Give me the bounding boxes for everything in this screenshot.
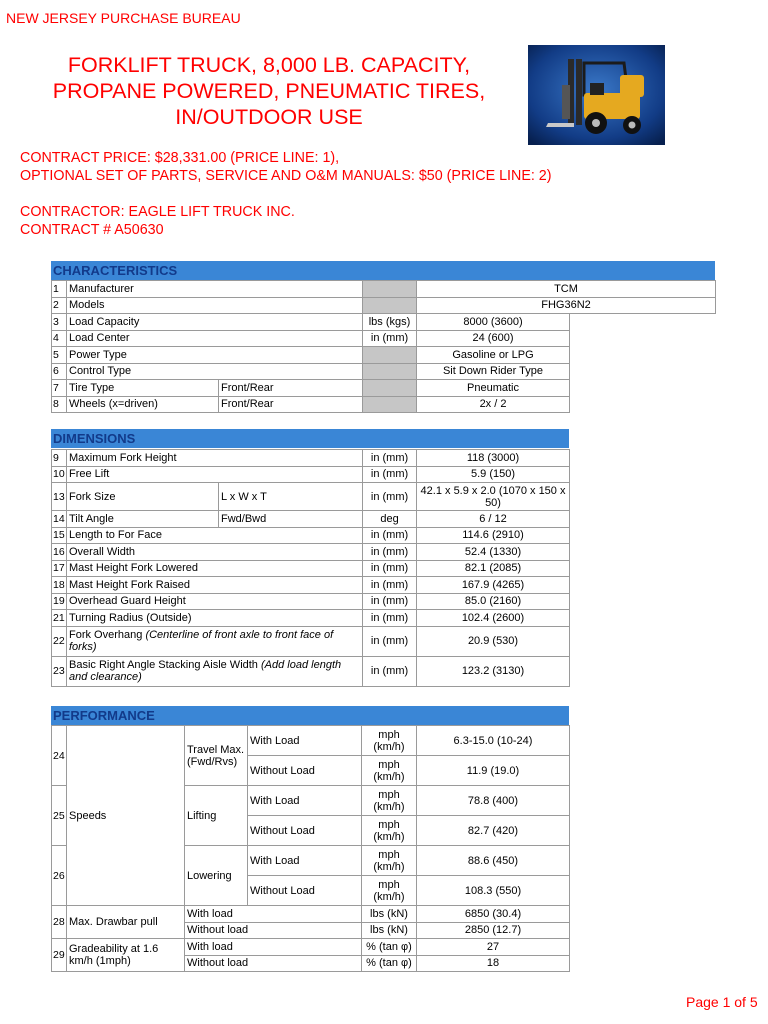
table-row [52,330,570,347]
row-label: Mast Height Fork Lowered [67,560,363,577]
row-value: 82.7 (420) [417,816,570,846]
row-number: 2 [52,297,67,314]
row-unit: in (mm) [363,560,417,577]
row-value: Sit Down Rider Type [417,363,570,380]
contractor-info [20,203,295,239]
without-load-label: Without load [185,955,362,972]
title-line: FORKLIFT TRUCK, 8,000 LB. CAPACITY, [67,53,471,77]
row-value: 123.2 (3130) [417,656,570,686]
contractor-line: CONTRACTOR: EAGLE LIFT TRUCK INC. [20,204,295,220]
row-value: 24 (600) [417,330,570,347]
row-number: 29 [52,939,67,972]
dimensions-table [51,449,570,687]
row-unit: mph (km/h) [362,756,417,786]
row-value: 2850 (12.7) [417,922,570,939]
unit-cell [363,281,417,298]
row-label: Control Type [67,363,363,380]
row-number: 15 [52,527,67,544]
table-row [52,450,570,467]
row-unit: mph (km/h) [362,816,417,846]
row-sublabel: Front/Rear [219,396,363,413]
row-label: Tilt Angle [67,511,219,528]
row-value: 27 [417,939,570,956]
table-row [52,466,570,483]
unit-cell [363,347,417,364]
row-value: 11.9 (19.0) [417,756,570,786]
without-load-label: Without Load [248,816,362,846]
row-value: TCM [417,281,716,298]
table-row [52,610,570,627]
row-label: Gradeability at 1.6 km/h (1mph) [67,939,185,972]
contract-line: OPTIONAL SET OF PARTS, SERVICE AND O&M MANUALS: $50 (PRICE LINE: 2) [20,168,552,184]
row-unit: lbs (kgs) [363,314,417,331]
table-row [52,297,716,314]
row-label: Mast Height Fork Raised [67,577,363,594]
row-number: 25 [52,786,67,846]
with-load-label: With load [185,906,362,923]
row-value: 52.4 (1330) [417,544,570,561]
forklift-photo [528,45,665,145]
unit-cell [363,297,417,314]
title-line: PROPANE POWERED, PNEUMATIC TIRES, [52,79,486,103]
row-value: 6850 (30.4) [417,906,570,923]
contract-price [20,149,552,185]
row-unit: in (mm) [363,656,417,686]
row-number: 9 [52,450,67,467]
row-number: 3 [52,314,67,331]
row-unit: mph (km/h) [362,786,417,816]
row-unit: mph (km/h) [362,726,417,756]
row-label: Load Capacity [67,314,363,331]
row-unit: lbs (kN) [362,906,417,923]
row-number: 28 [52,906,67,939]
table-row [52,593,570,610]
table-row [52,726,570,756]
row-label [67,626,363,656]
row-unit: in (mm) [363,483,417,511]
row-value: 85.0 (2160) [417,593,570,610]
unit-cell [363,363,417,380]
contract-line: CONTRACT PRICE: $28,331.00 (PRICE LINE: 1), [20,150,340,166]
row-unit: in (mm) [363,626,417,656]
row-label: Fork Size [67,483,219,511]
table-row [52,906,570,923]
unit-cell [363,380,417,397]
speeds-label: Speeds [67,726,185,906]
table-row [52,626,570,656]
row-number: 1 [52,281,67,298]
row-number: 21 [52,610,67,627]
row-number: 6 [52,363,67,380]
table-row [52,527,570,544]
performance-table [51,725,570,972]
row-unit: in (mm) [363,593,417,610]
label-text: Fork Overhang [69,629,143,641]
row-unit: % (tan φ) [362,955,417,972]
row-value: 108.3 (550) [417,876,570,906]
table-row [52,281,716,298]
row-value: 78.8 (400) [417,786,570,816]
without-load-label: Without load [185,922,362,939]
section-heading-characteristics: CHARACTERISTICS [51,261,715,280]
row-value: 114.6 (2910) [417,527,570,544]
row-value: 42.1 x 5.9 x 2.0 (1070 x 150 x 50) [417,483,570,511]
table-row [52,939,570,956]
without-load-label: Without Load [248,756,362,786]
table-row [52,544,570,561]
with-load-label: With Load [248,846,362,876]
table-row [52,396,570,413]
row-sublabel: L x W x T [219,483,363,511]
title-line: IN/OUTDOOR USE [175,105,363,129]
row-unit: deg [363,511,417,528]
row-value: 2x / 2 [417,396,570,413]
row-unit: in (mm) [363,610,417,627]
table-row [52,560,570,577]
row-number: 14 [52,511,67,528]
row-label: Power Type [67,347,363,364]
page-number: Page 1 of 5 [686,994,758,1010]
row-unit: lbs (kN) [362,922,417,939]
row-number: 4 [52,330,67,347]
row-value: FHG36N2 [417,297,716,314]
row-unit: in (mm) [363,527,417,544]
row-value: 167.9 (4265) [417,577,570,594]
characteristics-table-cont [51,313,570,413]
row-number: 23 [52,656,67,686]
row-sublabel: Fwd/Bwd [219,511,363,528]
row-label: Models [67,297,363,314]
row-label: Free Lift [67,466,363,483]
row-number: 10 [52,466,67,483]
section-heading-dimensions: DIMENSIONS [51,429,569,448]
document-title [20,52,518,130]
row-number: 13 [52,483,67,511]
row-unit: in (mm) [363,330,417,347]
contractor-line: CONTRACT # A50630 [20,222,164,238]
table-row [52,314,570,331]
row-number: 18 [52,577,67,594]
row-unit: mph (km/h) [362,846,417,876]
row-label: Turning Radius (Outside) [67,610,363,627]
with-load-label: With Load [248,726,362,756]
row-value: 88.6 (450) [417,846,570,876]
row-number: 26 [52,846,67,906]
section-heading-performance: PERFORMANCE [51,706,569,725]
row-number: 22 [52,626,67,656]
row-number: 16 [52,544,67,561]
row-unit: in (mm) [363,450,417,467]
table-row [52,347,570,364]
row-label: Tire Type [67,380,219,397]
with-load-label: With load [185,939,362,956]
label-text: Basic Right Angle Stacking Aisle Width [69,659,258,671]
row-number: 8 [52,396,67,413]
row-value: Gasoline or LPG [417,347,570,364]
table-row [52,511,570,528]
row-value: 18 [417,955,570,972]
lowering-label: Lowering [185,846,248,906]
row-value: 6 / 12 [417,511,570,528]
row-unit: in (mm) [363,544,417,561]
row-value: 20.9 (530) [417,626,570,656]
row-value: 82.1 (2085) [417,560,570,577]
row-label [67,656,363,686]
table-row [52,483,570,511]
row-value: 6.3-15.0 (10-24) [417,726,570,756]
row-number: 24 [52,726,67,786]
label-note: (Centerline of front axle to front face of forks) [69,629,334,653]
row-unit: in (mm) [363,466,417,483]
row-label: Wheels (x=driven) [67,396,219,413]
row-label: Overall Width [67,544,363,561]
with-load-label: With Load [248,786,362,816]
row-value: 5.9 (150) [417,466,570,483]
row-label: Overhead Guard Height [67,593,363,610]
row-value: Pneumatic [417,380,570,397]
table-row [52,577,570,594]
row-number: 5 [52,347,67,364]
row-label: Load Center [67,330,363,347]
bureau-name: NEW JERSEY PURCHASE BUREAU [6,10,241,26]
row-value: 102.4 (2600) [417,610,570,627]
row-label: Max. Drawbar pull [67,906,185,939]
characteristics-table [51,280,716,314]
table-row [52,656,570,686]
without-load-label: Without Load [248,876,362,906]
table-row [52,363,570,380]
row-label: Length to For Face [67,527,363,544]
row-label: Maximum Fork Height [67,450,363,467]
label-note: (Add load length and clearance) [69,659,342,683]
row-unit: in (mm) [363,577,417,594]
row-value: 8000 (3600) [417,314,570,331]
row-sublabel: Front/Rear [219,380,363,397]
unit-cell [363,396,417,413]
row-number: 17 [52,560,67,577]
row-unit: mph (km/h) [362,876,417,906]
row-number: 7 [52,380,67,397]
table-row [52,380,570,397]
row-value: 118 (3000) [417,450,570,467]
row-unit: % (tan φ) [362,939,417,956]
row-number: 19 [52,593,67,610]
travel-label: Travel Max. (Fwd/Rvs) [185,726,248,786]
lifting-label: Lifting [185,786,248,846]
row-label: Manufacturer [67,281,363,298]
